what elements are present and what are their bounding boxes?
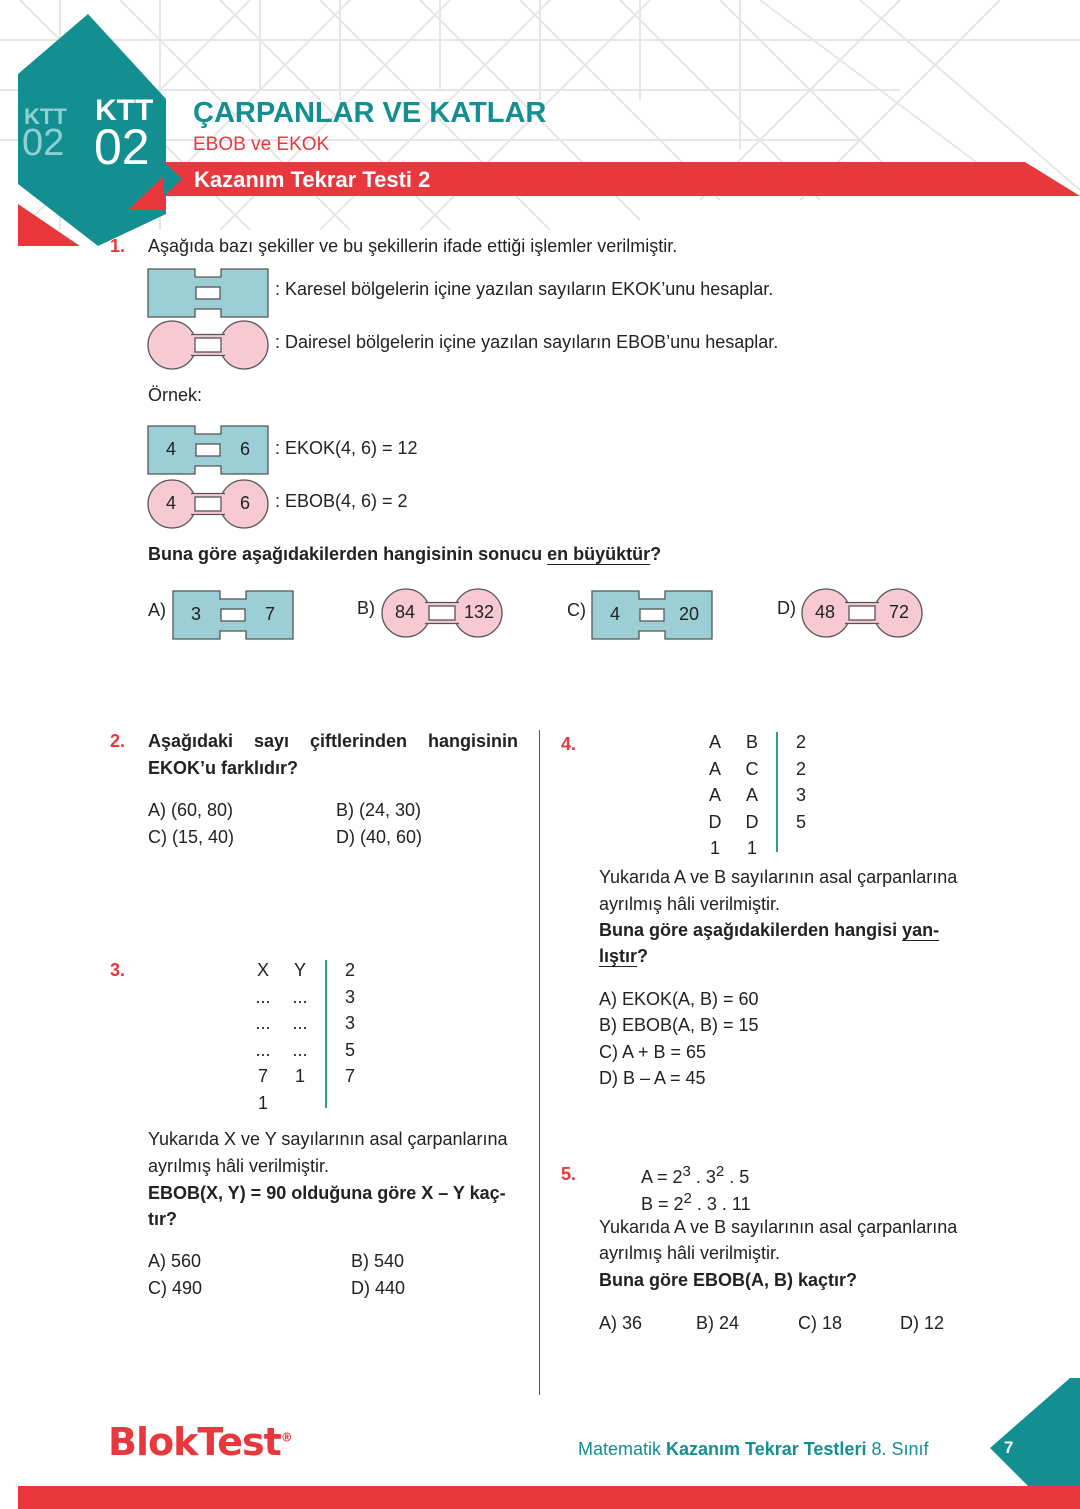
option-d[interactable]: D) B – A = 45 <box>599 1068 706 1088</box>
question-number: 5. <box>561 1164 577 1184</box>
option-square-shape[interactable] <box>591 590 713 640</box>
table-cell: 7 <box>344 1066 355 1086</box>
question-text: ayrılmış hâli verilmiştir. <box>599 894 781 914</box>
question-text: Yukarıda A ve B sayılarının asal çarpanlarına <box>599 1217 958 1237</box>
table-cell: 5 <box>795 811 806 832</box>
footer-series-name: Kazanım Tekrar Testleri <box>666 1439 867 1459</box>
badge-label: KTT <box>95 94 154 127</box>
footer-grade: 8. Sınıf <box>866 1439 929 1459</box>
question-text <box>148 544 661 565</box>
question-start: Buna göre aşağıdakilerden hangisinin sonucu <box>148 544 548 564</box>
option-c[interactable]: C) 490 <box>148 1278 203 1298</box>
question-text: Yukarıda A ve B sayılarının asal çarpanlarına <box>599 867 958 887</box>
exponent: 2 <box>683 1190 692 1207</box>
badge-number: 02 <box>94 119 150 175</box>
shape-number: 20 <box>678 604 700 624</box>
table-cell: 7 <box>257 1066 268 1086</box>
example-square-text: : EKOK(4, 6) = 12 <box>275 438 418 458</box>
question-bold: Buna göre aşağıdakilerden hangisi <box>599 920 903 940</box>
table-cell: 2 <box>795 758 806 779</box>
banner-arrow-icon <box>164 162 182 196</box>
shape-number: 3 <box>190 604 201 624</box>
question-text-line2: EKOK’u farklıdır? <box>148 758 299 778</box>
page-number: 7 <box>1004 1438 1014 1457</box>
option-b[interactable]: B) (24, 30) <box>336 800 422 820</box>
table-cell: 3 <box>344 986 355 1007</box>
question-text: ayrılmış hâli verilmiştir. <box>599 1243 781 1263</box>
question-text: ayrılmış hâli verilmiştir. <box>148 1156 330 1176</box>
table-cell: 1 <box>257 1092 268 1113</box>
option-d[interactable]: D) 12 <box>900 1313 945 1333</box>
option-circle-shape[interactable] <box>381 588 503 638</box>
table-cell: D <box>708 811 722 832</box>
table-cell: B <box>745 732 758 752</box>
table-cell: D <box>745 811 759 832</box>
badge-small-label: KTT <box>24 104 67 129</box>
page-title: ÇARPANLAR VE KATLAR <box>193 97 547 129</box>
table-cell: A <box>708 785 721 805</box>
exponent: 2 <box>715 1163 725 1180</box>
option-d[interactable]: D) (40, 60) <box>336 827 423 847</box>
option-label[interactable]: D) <box>777 598 796 618</box>
registered-mark: ® <box>280 1430 292 1445</box>
table-cell: ... <box>255 1013 271 1033</box>
option-square-shape[interactable] <box>172 590 294 640</box>
table-cell: ... <box>292 1013 308 1033</box>
question-emphasis: yan- <box>902 920 940 940</box>
option-b[interactable]: B) EBOB(A, B) = 15 <box>599 1015 759 1035</box>
eq-part: . 5 <box>724 1167 750 1187</box>
option-label[interactable]: B) <box>357 598 375 618</box>
option-circle-shape[interactable] <box>801 588 923 638</box>
circle-shape-icon <box>147 320 269 370</box>
footer-bar-gap <box>0 1486 18 1509</box>
banner-text: Kazanım Tekrar Testi 2 <box>194 167 431 192</box>
option-c[interactable]: C) A + B = 65 <box>599 1042 707 1062</box>
question-emphasis: en büyüktür <box>547 544 651 564</box>
example-square-shape <box>147 425 269 475</box>
shape-number: 4 <box>165 493 176 513</box>
badge-small-number: 02 <box>22 122 65 164</box>
equation-b <box>641 1190 751 1215</box>
example-circle-text: : EBOB(4, 6) = 2 <box>275 491 408 511</box>
legend-circle-text: : Dairesel bölgelerin içine yazılan sayıların EBOB’unu hesaplar. <box>275 332 779 352</box>
page-subtitle: EBOB ve EKOK <box>193 134 330 155</box>
option-c[interactable]: C) 18 <box>798 1313 843 1333</box>
table-cell: Y <box>293 960 306 980</box>
shape-number: 132 <box>463 602 495 622</box>
option-a[interactable]: A) (60, 80) <box>148 800 234 820</box>
option-a[interactable]: A) EKOK(A, B) = 60 <box>599 989 759 1009</box>
table-cell: 1 <box>294 1066 305 1086</box>
question-end: ? <box>650 544 662 564</box>
footer-bar <box>0 1486 1080 1509</box>
shape-number: 6 <box>239 439 250 459</box>
question-number: 4. <box>561 734 577 754</box>
example-circle-shape <box>147 479 269 529</box>
option-b[interactable]: B) 540 <box>351 1251 405 1271</box>
table-cell: C <box>745 758 759 779</box>
question-number: 2. <box>110 731 126 751</box>
shape-number: 6 <box>239 493 250 513</box>
brand-logo <box>108 1420 292 1464</box>
question-end: ? <box>637 946 649 966</box>
question-bold: EBOB(X, Y) = 90 olduğuna göre X – Y kaç- <box>148 1183 506 1203</box>
eq-part: . 3 <box>690 1167 716 1187</box>
shape-number: 84 <box>394 602 416 622</box>
option-b[interactable]: B) 24 <box>696 1313 740 1333</box>
eq-part: . 3 . 11 <box>691 1194 751 1214</box>
factor-divider <box>325 960 327 1108</box>
example-label: Örnek: <box>148 385 203 405</box>
table-cell: A <box>708 758 721 779</box>
question-intro: Aşağıda bazı şekiller ve bu şekillerin ifade ettiği işlemler verilmiştir. <box>148 236 678 256</box>
question-text-line1: Aşağıdaki sayı çiftlerinden hangisinin <box>148 731 518 751</box>
footer-subject: Matematik <box>578 1439 667 1459</box>
table-cell: X <box>256 960 269 980</box>
question-number: 1. <box>110 236 126 256</box>
option-label[interactable]: A) <box>148 600 166 620</box>
table-cell: 2 <box>344 960 355 980</box>
page-number-badge <box>990 1378 1080 1488</box>
question-emphasis: lıştır <box>599 946 638 966</box>
question-number: 3. <box>110 960 126 980</box>
table-cell: ... <box>255 1039 271 1060</box>
question-bold: tır? <box>148 1209 177 1229</box>
shape-number: 4 <box>165 439 176 459</box>
circle-shape-legend <box>147 320 269 370</box>
table-cell: 1 <box>709 838 720 858</box>
legend-square-text: : Karesel bölgelerin içine yazılan sayıların EKOK’unu hesaplar. <box>275 279 774 299</box>
shape-number: 4 <box>609 604 620 624</box>
option-d[interactable]: D) 440 <box>351 1278 406 1298</box>
option-a[interactable]: A) 36 <box>599 1313 643 1333</box>
shape-number: 48 <box>814 602 836 622</box>
table-cell: ... <box>292 1039 308 1060</box>
footer-series <box>578 1439 929 1460</box>
eq-part: B = 2 <box>641 1194 684 1214</box>
factor-divider <box>776 732 778 852</box>
table-cell: 1 <box>746 838 757 858</box>
option-c[interactable]: C) (15, 40) <box>148 827 235 847</box>
table-cell: 5 <box>344 1039 355 1060</box>
column-divider <box>539 730 540 1395</box>
square-shape-icon <box>147 268 269 318</box>
table-cell: A <box>708 732 721 752</box>
table-cell: 3 <box>795 785 806 805</box>
option-label[interactable]: C) <box>567 600 586 620</box>
table-cell: 2 <box>795 732 806 752</box>
square-shape-legend <box>147 268 269 318</box>
table-cell: ... <box>255 986 271 1007</box>
table-cell: A <box>745 785 758 805</box>
table-cell: 3 <box>344 1013 355 1033</box>
question-bold: Buna göre EBOB(A, B) kaçtır? <box>599 1270 858 1290</box>
shape-number: 72 <box>888 602 910 622</box>
question-text: Yukarıda X ve Y sayılarının asal çarpanlarına <box>148 1129 508 1149</box>
brand-name: BlokTest <box>108 1420 281 1464</box>
exponent: 3 <box>682 1163 691 1180</box>
option-a[interactable]: A) 560 <box>148 1251 202 1271</box>
shape-number: 7 <box>264 604 275 624</box>
eq-part: A = 2 <box>641 1167 683 1187</box>
equation-a <box>641 1163 749 1188</box>
table-cell: ... <box>292 986 308 1007</box>
